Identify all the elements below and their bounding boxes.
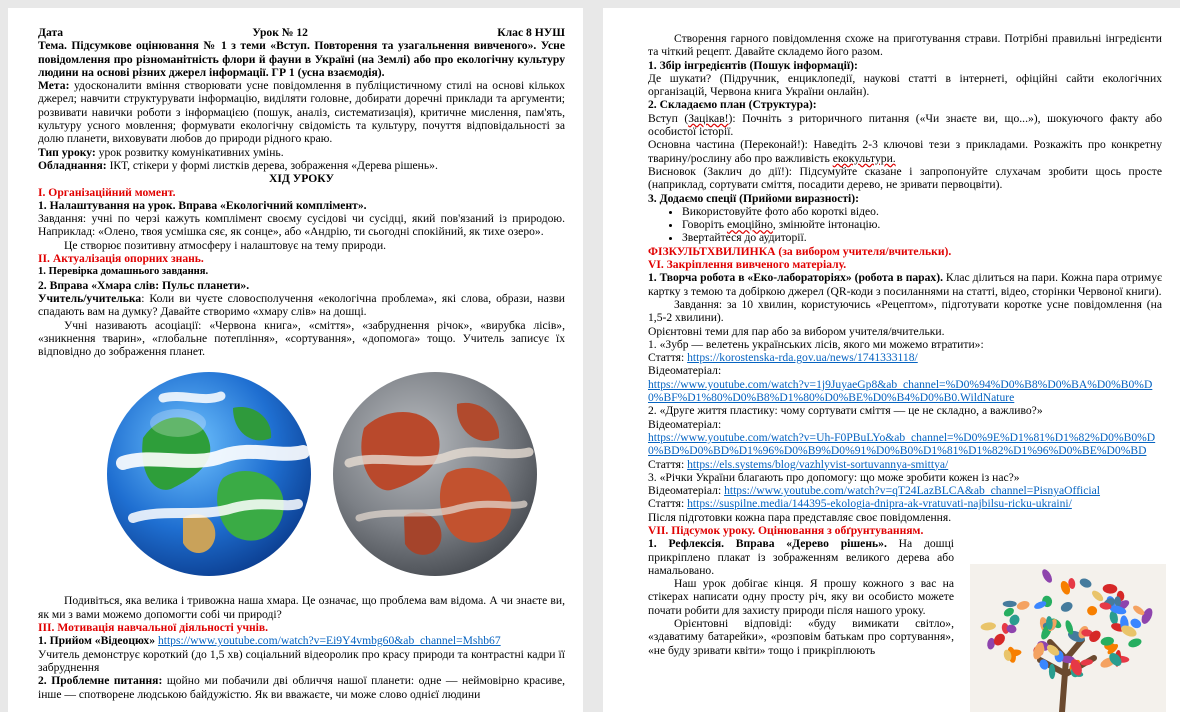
recipe-main-part: Основна частина (Переконай!): Наведіть 2-3 ключові тези з прикладами. Розкажіть про конкретну тварину/рослину або про важливість екокультури. (648, 138, 1162, 165)
section-3-heading: III. Мотивація навчальної діяльності учнів. (38, 621, 269, 635)
section-2-heading: II. Актуалізація опорних знань. (38, 252, 204, 266)
associations-text: Учні називають асоціації: «Червона книга», «сміття», «забруднення річок», «вирубка лісів», «зникнення тварин», «глобальне потепління», «сортування», «допомога» тощо. Учитель записує їх відповідно до зображення планет. (38, 318, 565, 359)
decision-tree-image (970, 564, 1166, 710)
video-link-4[interactable]: https://www.youtube.com/watch?v=qT24LazBLCA&ab_channel=PisnyaOfficial (724, 484, 1101, 498)
recipe-conclusion: Висновок (Заклич до дії!): Підсумуйте сказане і запропонуйте слухачам зробити щось просте (наприклад, сортувати сміття, посадити дерево, не зривати первоцвіти). (648, 164, 1162, 192)
section-6-task: Завдання: за 10 хвилин, користуючись «Рецептом», підготувати коротке усне повідомлення (на 1,5-2 хвилини). (648, 297, 1162, 325)
list-item: • Звертайтеся до аудиторії. (682, 231, 1162, 244)
topic-1: 1. «Зубр — велетень українських лісів, якого ми можемо втратити»: (648, 337, 984, 351)
topic-2-video (648, 431, 1162, 458)
section-7-paragraph-3: Орієнтовні відповіді: «буду вимикати світло», «здаватиму батарейки», «розповім батькам про сортування», «не буду зривати квіти» тощо і прикріплюють (648, 617, 954, 657)
class-label: Клас 8 НУШ (497, 26, 565, 39)
section-3-video-text: Учитель демонструє короткий (до 1,5 хв) соціальний відеоролик про красу природи та контрастні кадри її забруднення (38, 647, 565, 674)
section-6-topics: Орієнтовні теми для пар або за вибором учителя/вчительки. (648, 324, 945, 338)
healthy-earth-image (103, 368, 315, 580)
section-7-text (648, 537, 954, 657)
lesson-number: Урок № 12 (252, 26, 308, 39)
video-link-3[interactable]: https://www.youtube.com/watch?v=Uh-F0PBuLYo&ab_channel=%D0%9E%D1%81%D1%82%D0%B0%D0%BD%D0%BD%D1%96%D0%B9%D0%91%D0%B0%D1%81%D1%82%D1%96%D0%BE%D0%BD (648, 430, 1156, 458)
article-link-1[interactable]: https://korostenska-rda.gov.ua/news/1741333118/ (687, 351, 918, 365)
after-image-text: Подивіться, яка велика і тривожна наша хмара. Це означає, що проблема вам відома. А чи знаєте ви, як ми з вами можемо допомогти собі чи природі? (38, 594, 565, 621)
teacher-question: Учитель/учителька: Коли ви чуєте словосполучення «екологічна проблема», які слова, образи, назви спадають вам на думку? Давайте створимо «хмару слів» на дошці. (38, 291, 565, 319)
recipe-step-1-text: Де шукати? (Підручник, енциклопедії, наукові статті в інтернеті, офіційні сайти екологічних організацій, Червона книга України онлайн). (648, 71, 1162, 99)
recipe-step-1-heading: 1. Збір інгредієнтів (Пошук інформації): (648, 58, 858, 72)
presentation-note: Після підготовки кожна пара представляє своє повідомлення. (648, 510, 952, 524)
topic-3: 3. «Річки України благають про допомогу: що може зробити кожен із нас?» (648, 470, 1020, 484)
section-6-item-1: 1. Творча робота в «Еко-лабораторіях» (робота в парах). Клас ділиться на пари. Кожна пара отримує картку з темою та добіркою джерел (QR-коди з посиланнями на статті, відео, сторінки Червоної книги). (648, 271, 1162, 298)
left-page (8, 8, 583, 712)
topic-2-article: Стаття: https://els.systems/blog/vazhlyvist-sortuvannya-smittya/ (648, 457, 949, 471)
planets-illustration (78, 368, 565, 580)
section-1-heading: I. Організаційний момент. (38, 185, 176, 199)
topic-2-video-label: Відеоматеріал: (648, 417, 722, 431)
section-1-note: Це створює позитивну атмосферу і налаштовує на тему природи. (64, 238, 387, 252)
course-title: ХІД УРОКУ (269, 172, 334, 186)
article-link-2[interactable]: https://els.systems/blog/vazhlyvist-sortuvannya-smittya/ (687, 457, 949, 471)
video-link-1[interactable]: https://www.youtube.com/watch?v=Ei9Y4vmbg60&ab_channel=Mshb67 (157, 634, 501, 648)
list-item: • Використовуйте фото або короткі відео. (682, 205, 1162, 218)
list-item: • Говоріть емоційно, змінюйте інтонацію. (682, 218, 1162, 231)
date-label: Дата (38, 26, 64, 39)
topic-1-video (648, 378, 1162, 405)
lesson-header (38, 26, 565, 39)
recipe-step-2-heading: 2. Складаємо план (Структура): (648, 98, 817, 112)
section-7-heading: VII. Підсумок уроку. Оцінювання з обґрунтуванням. (648, 523, 924, 537)
section-6-heading: VI. Закріплення вивченого матеріалу. (648, 258, 847, 272)
topic-1-article: Стаття: https://korostenska-rda.gov.ua/news/1741333118/ (648, 351, 918, 365)
recipe-step-3-heading: 3. Додаємо спеції (Прийоми виразності): (648, 191, 859, 205)
recipe-intro: Створення гарного повідомлення схоже на приготування страви. Потрібні правильні інгредієнти та чіткий рецепт. Давайте складемо його разом. (648, 32, 1162, 59)
lesson-goal: Мета: удосконалити вміння створювати усне повідомлення в публіцистичному стилі на основі кількох джерел; навчити структурувати інформацію, виділяти головне, добирати доречні приклади та аргументи; розвивати навички роботи з інформацією (пошук, аналіз, систематизація), критичне мислення, пам'ять, культуру усного мовлення; формувати екологічну свідомість та культуру, почуття відповідальності за долю планети, виховувати любов до природи рідного краю. (38, 79, 565, 146)
section-2-item-2: 2. Вправа «Хмара слів: Пульс планети». (38, 278, 250, 292)
video-link-2[interactable]: https://www.youtube.com/watch?v=1j9JuyaeGp8&ab_channel=%D0%94%D0%B8%D0%BA%D0%B0%D0%BF%D1%80%D0%B8%D1%80%D0%BE%D0%B4%D0%B0.WildNature (648, 377, 1153, 405)
recipe-intro-part: Вступ (Зацікав!): Почніть з риторичного питання («Чи знаєте ви, що...»), шокуючого факту або особистої історії. (648, 111, 1162, 139)
right-page (603, 8, 1180, 712)
lesson-topic: Тема. Підсумкове оцінювання № 1 з теми «Вступ. Повторення та узагальнення вивченого». Усне повідомлення про різноманітність флори й фауни в Україні (на Землі) або про екологічну культуру людини на основі різних джерел інформації. ГР 1 (усна взаємодія). (38, 39, 565, 79)
section-1-task: Завдання: учні по черзі кажуть комплімент своєму сусідові чи сусідці, який пов'язаний із природою. Наприклад: «Олено, твоя усмішка сяє, як сонце», або «Андрію, ти сьогодні спокійний, як тихе озеро». (38, 212, 565, 239)
spellcheck-word: емоційно (726, 218, 773, 232)
section-2-item-1: 1. Перевірка домашнього завдання. (38, 266, 209, 278)
section-7-item-1: 1. Рефлексія. Вправа «Дерево рішень». На дошці прикріплено плакат із зображенням великого дерева або намальовано. (648, 537, 954, 577)
lesson-equipment: Обладнання: ІКТ, стікери у формі листків дерева, зображення «Дерева рішень». (38, 158, 438, 172)
section-7-paragraph-2: Наш урок добігає кінця. Я прошу кожного з вас на стікерах написати одну просту річ, яку ви особисто можете почати робити для захисту природи після нашого уроку. (648, 577, 954, 617)
topic-3-article: Стаття: https://suspilne.media/144395-ekologia-dnipra-ak-vratuvati-najbilsu-ricku-ukraini/ (648, 497, 1072, 511)
article-link-3[interactable]: https://suspilne.media/144395-ekologia-dnipra-ak-vratuvati-najbilsu-ricku-ukraini/ (687, 497, 1072, 511)
expressiveness-list (648, 205, 1162, 245)
topic-1-video-label: Відеоматеріал: (648, 364, 722, 378)
section-3-item-1: 1. Прийом «Відеоцюх» https://www.youtube.com/watch?v=Ei9Y4vmbg60&ab_channel=Mshb67 (38, 634, 501, 648)
fiz-heading: ФІЗКУЛЬТХВИЛИНКА (за вибором учителя/вчительки). (648, 244, 952, 258)
topic-2: 2. «Друге життя пластику: чому сортувати сміття — це не складно, а важливо?» (648, 404, 1043, 418)
topic-3-video: Відеоматеріал: https://www.youtube.com/watch?v=qT24LazBLCA&ab_channel=PisnyaOfficial (648, 484, 1101, 498)
section-3-item-2: 2. Проблемне питання: щойно ми побачили дві обличчя нашої планети: одне — неймовірно красиве, інше — спотворене людською байдужістю. Як ви вважаєте, чи може слово однієї людини (38, 674, 565, 701)
section-1-item-1: 1. Налаштування на урок. Вправа «Екологічний комплімент». (38, 198, 367, 212)
lesson-type: Тип уроку: урок розвитку комунікативних умінь. (38, 145, 284, 159)
leaf-sticker (1003, 601, 1017, 607)
polluted-earth-image (329, 368, 541, 580)
